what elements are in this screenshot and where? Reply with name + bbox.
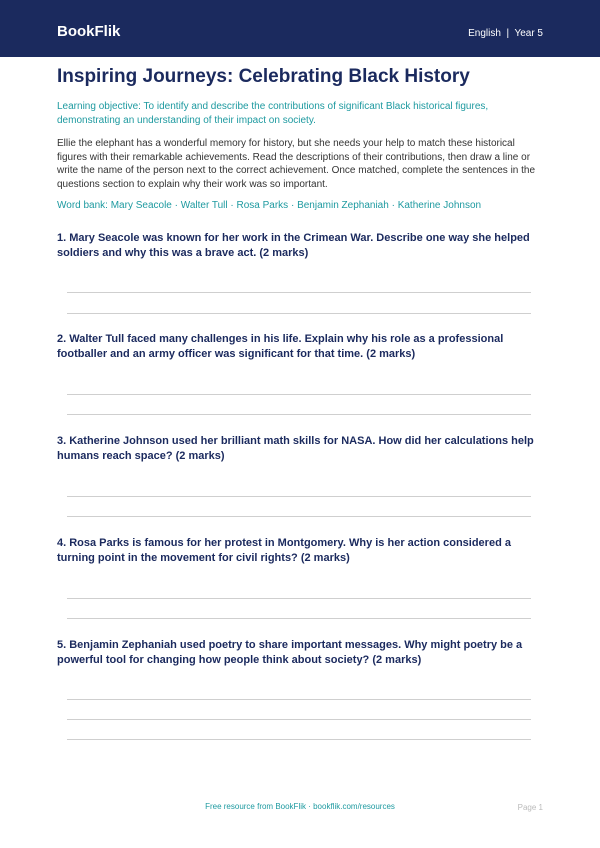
answer-line[interactable] (67, 292, 531, 293)
question-5: 5. Benjamin Zephaniah used poetry to share important messages. Why might poetry be a powerful tool for changing how people think about society? (2 marks) (57, 639, 523, 666)
brand-logo: BookFlik (57, 23, 121, 40)
header-bar (0, 0, 600, 57)
question-1: 1. Mary Seacole was known for her work in the Crimean War. Describe one way she helped soldiers and why this was a brave act. (2 marks) (57, 232, 530, 259)
question-2: 2. Walter Tull faced many challenges in his life. Explain why his role as a professional footballer and an army officer was significant for that time. (2 marks) (57, 333, 504, 360)
learning-objective: Learning objective: To identify and describe the contributions of significant Black historical figures, demonstrating an understanding of their impact on society. (57, 101, 489, 126)
answer-line[interactable] (67, 699, 531, 700)
page-number: Page 1 (517, 803, 543, 812)
answer-line[interactable] (67, 496, 531, 497)
page-title: Inspiring Journeys: Celebrating Black History (57, 66, 470, 87)
answer-line[interactable] (67, 598, 531, 599)
question-4: 4. Rosa Parks is famous for her protest in Montgomery. Why is her action considered a turning point in the movement for civil rights? (2 marks) (57, 537, 511, 564)
answer-line[interactable] (67, 394, 531, 395)
answer-line[interactable] (67, 414, 531, 415)
answer-line[interactable] (67, 313, 531, 314)
word-bank: Word bank: Mary Seacole · Walter Tull · Rosa Parks · Benjamin Zephaniah · Katherine Johnson (57, 200, 482, 211)
answer-line[interactable] (67, 719, 531, 720)
subject-year-label: English | Year 5 (468, 28, 543, 39)
footer-resource-link[interactable]: Free resource from BookFlik · bookflik.com/resources (205, 802, 395, 811)
answer-line[interactable] (67, 739, 531, 740)
answer-line[interactable] (67, 618, 531, 619)
answer-line[interactable] (67, 516, 531, 517)
question-3: 3. Katherine Johnson used her brilliant math skills for NASA. How did her calculations help humans reach space? (2 marks) (57, 435, 534, 462)
intro-paragraph: Ellie the elephant has a wonderful memory for history, but she needs your help to match these historical figures with their remarkable achievements. Read the descriptions of their contributions, then draw a line or write the name of the person next to the correct achievement. Once matched, complete the sentences in the questions section to explain why their work was so important. (57, 138, 536, 190)
